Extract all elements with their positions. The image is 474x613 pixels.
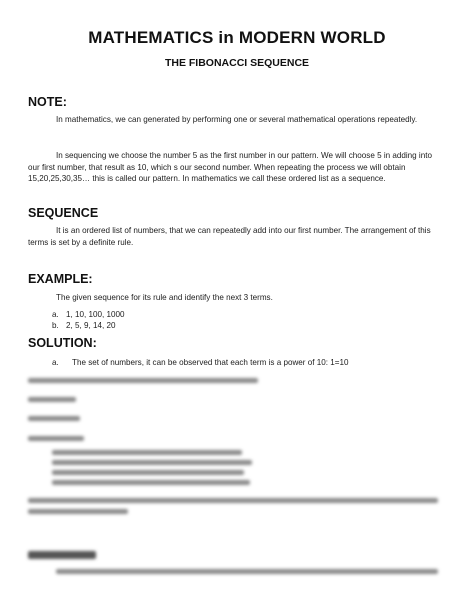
solution-item-a: [52, 357, 348, 368]
example-heading: EXAMPLE:: [28, 272, 93, 286]
example-item-label: a.: [52, 310, 59, 319]
example-item-label: b.: [52, 321, 59, 330]
solution-item-text: The set of numbers, it can be observed that each term is a power of 10: 1=10: [72, 358, 349, 367]
example-item-b: [52, 320, 125, 331]
example-list: [52, 309, 125, 331]
example-item-text: 2, 5, 9, 14, 20: [66, 321, 116, 330]
note-paragraph-2: In sequencing we choose the number 5 as the first number in our pattern. We will choose 5 in adding into our first number, that result as 10, which s our second number. When repeating the process we will obtain 15,20,25,30,35… this is called our pattern. In mathematics we call these ordered list as a sequence.: [28, 151, 432, 184]
sequence-heading: SEQUENCE: [28, 206, 99, 220]
note-heading: NOTE:: [28, 95, 67, 109]
note-paragraph-1: In mathematics, we can generated by performing one or several mathematical operations repeatedly.: [56, 115, 418, 124]
blurred-content-area: [0, 370, 474, 610]
page-subtitle: THE FIBONACCI SEQUENCE: [164, 57, 310, 69]
example-prompt: The given sequence for its rule and identify the next 3 terms.: [56, 293, 273, 302]
page-title: MATHEMATICS in MODERN WORLD: [88, 28, 386, 47]
example-item-a: [52, 309, 125, 320]
sequence-paragraph: It is an ordered list of numbers, that we can repeatedly add into our first number. The arrangement of this terms is set by a definite rule.: [28, 226, 431, 247]
solution-item-label: a.: [52, 358, 59, 367]
example-item-text: 1, 10, 100, 1000: [66, 310, 125, 319]
solution-heading: SOLUTION:: [28, 336, 97, 350]
